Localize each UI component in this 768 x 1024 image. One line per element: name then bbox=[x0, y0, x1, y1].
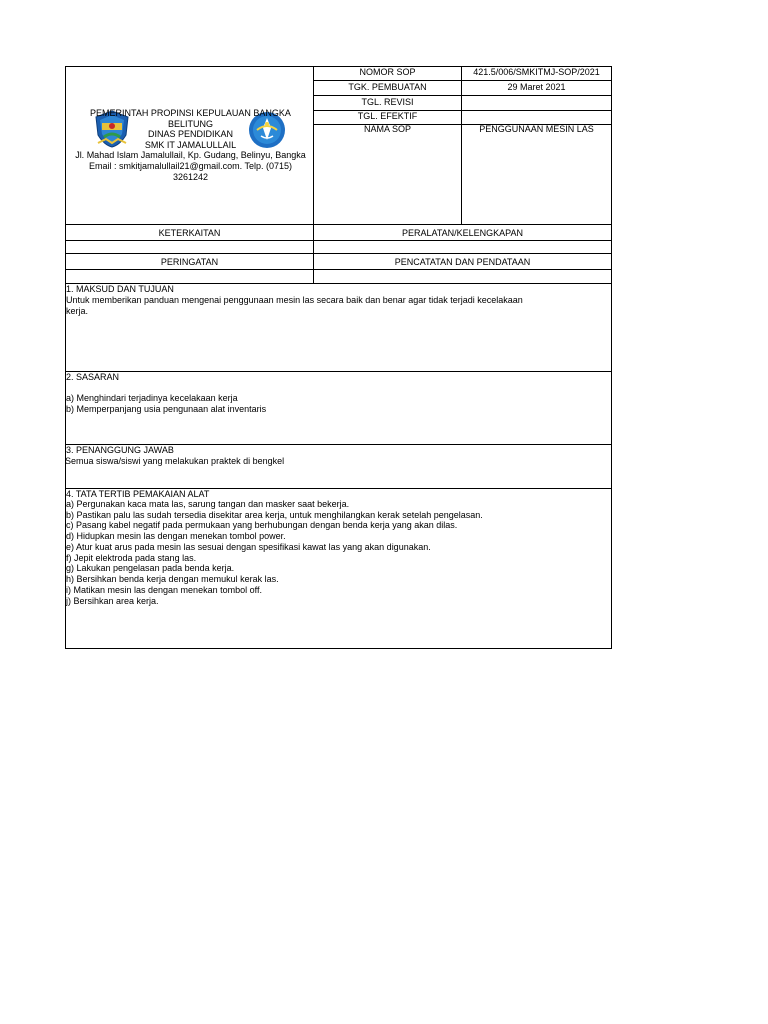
school-contact: Email : smkitjamalullail21@gmail.com. Telp. (0715) 3261242 bbox=[88, 160, 293, 182]
list-item: g) Lakukan pengelasan pada benda kerja. bbox=[66, 563, 235, 573]
section-maksud-body-2: kerja. bbox=[66, 306, 89, 316]
section-penanggung-jawab-body: Semua siswa/siswi yang melakukan praktek di bengkel bbox=[65, 456, 285, 466]
school-name: SMK IT JAMALULLAIL bbox=[144, 139, 237, 150]
letterhead bbox=[65, 66, 314, 225]
peralatan-label: PERALATAN/KELENGKAPAN bbox=[401, 228, 524, 238]
list-item: c) Pasang kabel negatif pada permukaan yang berhubungan dengan benda kerja yang akan dilas. bbox=[66, 520, 458, 530]
nama-label-cell bbox=[313, 124, 462, 225]
section-penanggung-jawab-title: 3. PENANGGUNG JAWAB bbox=[66, 445, 174, 455]
list-item: h) Bersihkan benda kerja dengan memukul kerak las. bbox=[66, 574, 279, 584]
peralatan-value-cell bbox=[313, 240, 612, 254]
tgk-label: TGK. PEMBUATAN bbox=[348, 82, 427, 92]
list-item: d) Hidupkan mesin las dengan menekan tombol power. bbox=[66, 531, 286, 541]
list-item: a) Menghindari terjadinya kecelakaan kerja bbox=[66, 393, 238, 403]
section-maksud-title: 1. MAKSUD DAN TUJUAN bbox=[66, 284, 174, 294]
efektif-label: TGL. EFEKTIF bbox=[357, 111, 418, 121]
peringatan-value-cell bbox=[65, 269, 314, 284]
nama-value: PENGGUNAAN MESIN LAS bbox=[479, 124, 594, 134]
agency-name: DINAS PENDIDIKAN bbox=[147, 129, 234, 140]
peringatan-label: PERINGATAN bbox=[160, 257, 219, 267]
list-item: j) Bersihkan area kerja. bbox=[66, 596, 159, 606]
pencatatan-value-cell bbox=[313, 269, 612, 284]
nama-value-cell bbox=[461, 124, 612, 225]
nama-label: NAMA SOP bbox=[363, 124, 411, 134]
sop-document bbox=[65, 66, 612, 649]
keterkaitan-label: KETERKAITAN bbox=[158, 228, 221, 238]
nomor-label: NOMOR SOP bbox=[359, 67, 416, 77]
letterhead-text bbox=[66, 108, 315, 182]
list-item: b) Memperpanjang usia pengunaan alat inventaris bbox=[66, 404, 267, 414]
pencatatan-label: PENCATATAN DAN PENDATAAN bbox=[394, 257, 531, 267]
list-item: f) Jepit elektroda pada stang las. bbox=[66, 553, 197, 563]
govt-name: PEMERINTAH PROPINSI KEPULAUAN BANGKA BELITUNG bbox=[90, 108, 291, 129]
section-sasaran-title: 2. SASARAN bbox=[66, 372, 120, 382]
section-maksud-body-1: Untuk memberikan panduan mengenai penggunaan mesin las secara baik dan benar agar tidak terjadi kecelakaan bbox=[66, 295, 523, 305]
school-address: Jl. Mahad Islam Jamalullail, Kp. Gudang, Belinyu, Bangka bbox=[75, 150, 306, 161]
nomor-value: 421.5/006/SMKITMJ-SOP/2021 bbox=[473, 67, 600, 77]
efektif-value-cell bbox=[461, 110, 612, 125]
list-item: i) Matikan mesin las dengan menekan tombol off. bbox=[66, 585, 262, 595]
revisi-value-cell bbox=[461, 95, 612, 111]
keterkaitan-value-cell bbox=[65, 240, 314, 254]
list-item: a) Pergunakan kaca mata las, sarung tangan dan masker saat bekerja. bbox=[66, 499, 350, 509]
revisi-label: TGL. REVISI bbox=[361, 97, 414, 107]
tgk-value: 29 Maret 2021 bbox=[507, 82, 566, 92]
list-item: b) Pastikan palu las sudah tersedia disekitar area kerja, untuk menghilangkan kerak setelah pengelasan. bbox=[66, 510, 483, 520]
list-item: e) Atur kuat arus pada mesin las sesuai dengan spesifikasi kawat las yang akan digunakan. bbox=[66, 542, 431, 552]
section-tata-tertib-title: 4. TATA TERTIB PEMAKAIAN ALAT bbox=[66, 489, 210, 499]
